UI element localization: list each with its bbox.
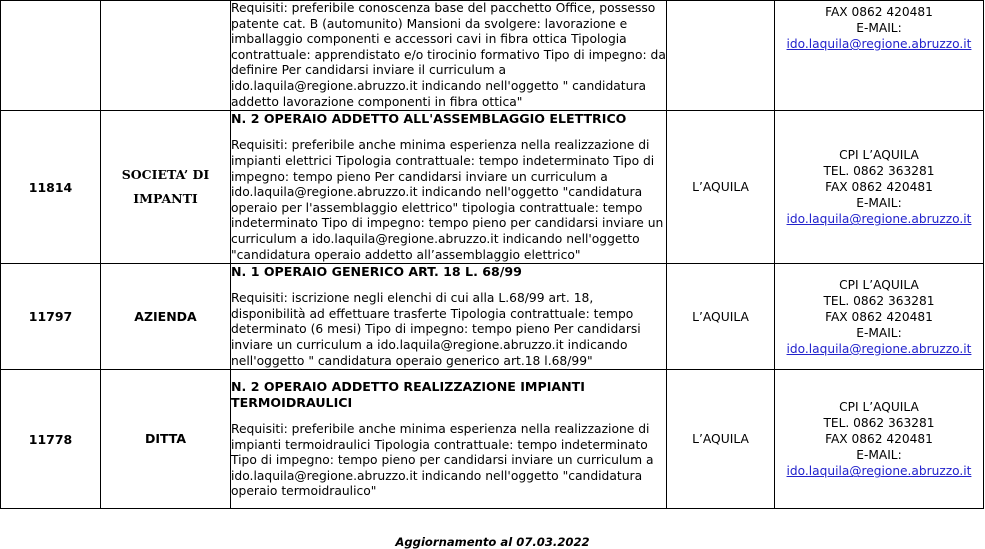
contact-fax: FAX 0862 420481 bbox=[825, 309, 933, 324]
row-contact-cell bbox=[775, 1, 984, 111]
contact-fax: FAX 0862 420481 bbox=[825, 180, 933, 195]
contact-email-label: E-MAIL: bbox=[856, 325, 902, 340]
contact-office-name: CPI L’AQUILA bbox=[839, 400, 919, 415]
row-description-body: Requisiti: iscrizione negli elenchi di cui alla L.68/99 art. 18, disponibilità ad effettuare trasferte Tipologia contrattuale: tempo determinato (6 mesi) Tipo di impegno: tempo pieno Per candidarsi inviare un curriculum a ido.laquila@regione.abruzzo.it indicando nell'oggetto " candidatura operaio generico art.18 l.68/99" bbox=[231, 291, 641, 368]
contact-email-link[interactable]: ido.laquila@regione.abruzzo.it bbox=[786, 37, 972, 52]
table-row bbox=[1, 370, 984, 509]
row-company-cell bbox=[101, 264, 231, 370]
row-id-cell bbox=[1, 264, 101, 370]
row-description-cell bbox=[231, 111, 667, 264]
row-city-cell bbox=[667, 370, 775, 509]
contact-email-label: E-MAIL: bbox=[856, 21, 902, 36]
row-company-line1: DITTA bbox=[144, 431, 187, 447]
row-city: L’AQUILA bbox=[692, 309, 749, 324]
row-city-cell bbox=[667, 111, 775, 264]
contact-tel: TEL. 0862 363281 bbox=[823, 416, 935, 431]
contact-email-link[interactable]: ido.laquila@regione.abruzzo.it bbox=[786, 341, 972, 356]
contact-office-name: CPI L’AQUILA bbox=[839, 148, 919, 162]
row-city-cell bbox=[667, 264, 775, 370]
row-description-cell bbox=[231, 264, 667, 370]
row-company-cell bbox=[101, 111, 231, 264]
row-id-cell bbox=[1, 370, 101, 509]
row-contact-cell bbox=[775, 370, 984, 509]
contact-tel: TEL. 0862 363281 bbox=[823, 164, 935, 179]
table-row bbox=[1, 1, 984, 111]
row-description-cell bbox=[231, 1, 667, 111]
row-description-body: Requisiti: preferibile conoscenza base del pacchetto Office, possesso patente cat. B (automunito) Mansioni da svolgere: lavorazione e imballaggio componenti e accessori cavi in fibra ottica Tipologia contrattuale: apprendistato e/o tirocinio formativo Tipo di impegno: da definire Per candidarsi inviare il curriculum a ido.laquila@regione.abruzzo.it indicando nell'oggetto " candidatura addetto lavorazione componenti in fibra ottica" bbox=[231, 1, 666, 109]
contact-fax: FAX 0862 420481 bbox=[825, 432, 933, 447]
contact-email-link[interactable]: ido.laquila@regione.abruzzo.it bbox=[786, 464, 972, 479]
contact-office-name: CPI L’AQUILA bbox=[839, 277, 919, 292]
contact-email-label: E-MAIL: bbox=[856, 196, 902, 211]
row-description-body: Requisiti: preferibile anche minima esperienza nella realizzazione di impianti elettrici Tipologia contrattuale: tempo indeterminato Tipo di impegno: tempo pieno Per candidarsi inviare un curriculum a ido.laquila@regione.abruzzo.it indicando nell'oggetto "candidatura operaio per l'assemblaggio elettrico" tipologia contrattuale: tempo indeterminato Tipo di impegno: tempo pieno per candidarsi inviare un curriculum a ido.laquila@regione.abruzzo.it indicando nell'oggetto "candidatura operaio addetto all’assemblaggio elettrico" bbox=[231, 138, 664, 262]
update-date-footer: Aggiornamento al 07.03.2022 bbox=[395, 535, 590, 549]
row-id: 11778 bbox=[28, 431, 73, 447]
row-city-cell bbox=[667, 1, 775, 111]
row-id: 11797 bbox=[28, 309, 73, 325]
contact-email-link[interactable]: ido.laquila@regione.abruzzo.it bbox=[786, 212, 972, 227]
row-description-title: N. 2 OPERAIO ADDETTO REALIZZAZIONE IMPIANTI TERMOIDRAULICI bbox=[231, 378, 585, 410]
contact-fax: FAX 0862 420481 bbox=[825, 5, 933, 19]
row-contact-cell bbox=[775, 111, 984, 264]
row-id-cell bbox=[1, 1, 101, 111]
row-description-title: N. 2 OPERAIO ADDETTO ALL'ASSEMBLAGGIO ELETTRICO bbox=[231, 111, 627, 127]
row-company-cell bbox=[101, 370, 231, 509]
row-contact-cell bbox=[775, 264, 984, 370]
table-row bbox=[1, 264, 984, 370]
row-id-cell bbox=[1, 111, 101, 264]
row-description-cell bbox=[231, 370, 667, 509]
row-company-line1: SOCIETA’ DI bbox=[121, 167, 210, 183]
row-description-body: Requisiti: preferibile anche minima esperienza nella realizzazione di impianti termoidraulici Tipologia contrattuale: tempo indeterminato Tipo di impegno: tempo pieno per candidarsi inviare un curriculum a ido.laquila@regione.abruzzo.it indicando nell'oggetto "candidatura operaio termoidraulico" bbox=[231, 422, 654, 499]
row-description-title: N. 1 OPERAIO GENERICO ART. 18 L. 68/99 bbox=[231, 264, 522, 280]
row-city: L’AQUILA bbox=[692, 432, 749, 447]
row-company-line1: AZIENDA bbox=[134, 308, 197, 324]
table-row bbox=[1, 111, 984, 264]
row-city: L’AQUILA bbox=[692, 180, 749, 195]
contact-tel: TEL. 0862 363281 bbox=[823, 293, 935, 308]
row-company-cell bbox=[101, 1, 231, 111]
contact-email-label: E-MAIL: bbox=[856, 448, 902, 463]
row-id: 11814 bbox=[28, 179, 73, 195]
row-company-line2: IMPANTI bbox=[133, 191, 198, 207]
